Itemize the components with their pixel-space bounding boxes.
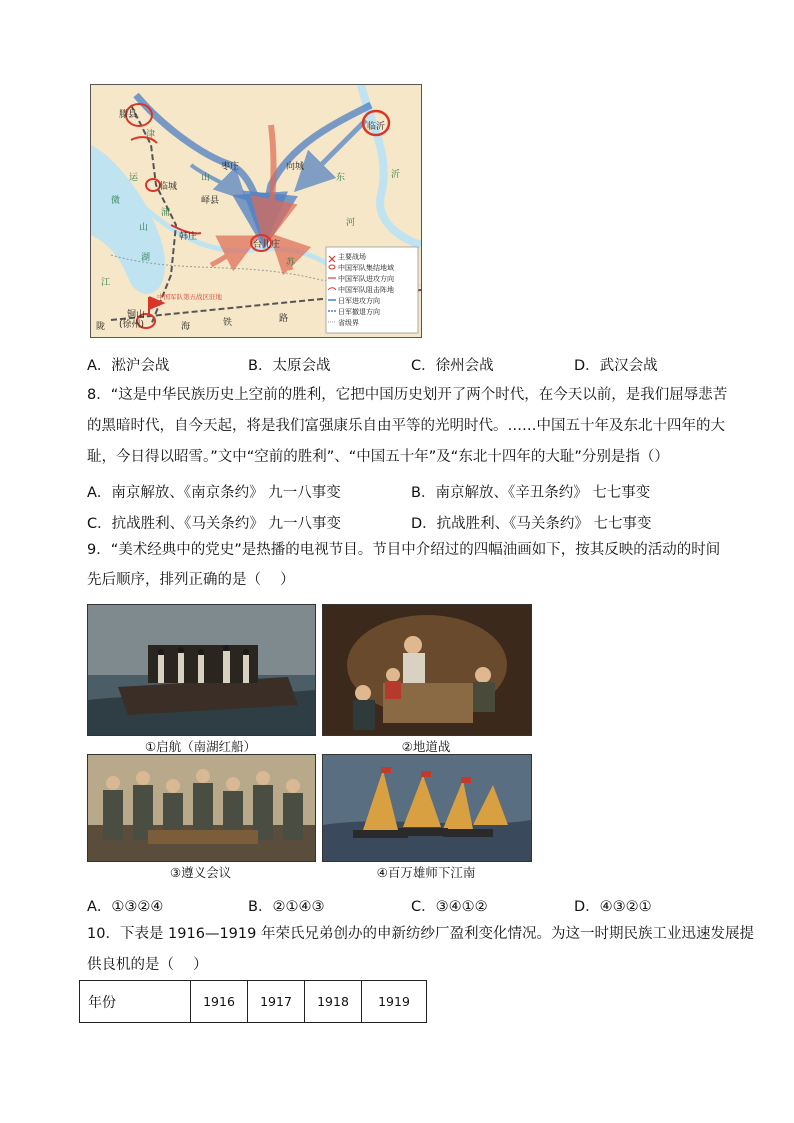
- battle-map-svg: [91, 85, 421, 337]
- label-12: 陇: [96, 322, 106, 332]
- q7-option-b[interactable]: B．太原会战: [248, 358, 331, 374]
- legend-item-0: 主要战场: [338, 253, 366, 261]
- place-xuzhou: (徐州): [119, 320, 145, 330]
- place-zaozhuang: 枣庄: [221, 162, 240, 172]
- q7-option-c[interactable]: C．徐州会战: [411, 358, 494, 374]
- label-8: 山: [139, 223, 149, 233]
- q9-option-d[interactable]: D．④③②①: [574, 899, 652, 915]
- table-cell-year: 1917: [248, 981, 305, 1023]
- q7-option-d[interactable]: D．武汉会战: [574, 358, 658, 374]
- label-7: 微: [111, 196, 121, 206]
- q9-option-c[interactable]: C．③④①②: [411, 899, 488, 915]
- ring-lincheng: [146, 179, 160, 191]
- jp-arrow-3: [301, 120, 366, 185]
- painting-1-caption: ①启航（南湖红船）: [144, 739, 257, 754]
- painting-4-image: [322, 754, 532, 862]
- label-15: 路: [279, 314, 289, 324]
- place-taierzhuang: 台儿庄: [253, 240, 281, 250]
- label-11: 苏: [286, 258, 296, 268]
- painting-1-image: [87, 604, 316, 736]
- legend-item-5: 日军撤退方向: [338, 308, 380, 316]
- place-tengxian: 滕县: [119, 110, 138, 120]
- q9-option-b[interactable]: B．②①④③: [248, 899, 325, 915]
- battle-map: [90, 84, 422, 338]
- legend-item-3: 中国军队阻击阵地: [338, 286, 394, 294]
- label-10: 江: [101, 278, 111, 288]
- label-0: 津: [146, 130, 156, 140]
- label-3: 东: [336, 173, 346, 183]
- label-5: 河: [346, 218, 356, 228]
- q8-option-c[interactable]: C．抗战胜利、《马关条约》 九一八事变: [87, 516, 341, 532]
- q8-line-3: 耻，今日得以昭雪。”文中“空前的胜利”、“中国五十年”及“东北十四年的大耻”分别是指（）: [87, 449, 669, 465]
- painting-3-image: [87, 754, 316, 862]
- q10-table: [79, 980, 427, 1023]
- label-2: 山: [201, 173, 211, 183]
- label-9: 湖: [141, 253, 151, 263]
- map-legend: [326, 247, 418, 333]
- legend-item-6: 省级界: [338, 319, 359, 327]
- place-tongshan: 铜山: [127, 310, 146, 320]
- q8-option-b[interactable]: B．南京解放、《辛丑条约》 七七事变: [411, 485, 651, 501]
- painting-4-caption: ④百万雄师下江南: [376, 865, 476, 880]
- place-yixian: 峄县: [201, 196, 220, 206]
- table-cell-year: 1916: [191, 981, 248, 1023]
- q9-option-a[interactable]: A．①③②④: [87, 899, 164, 915]
- place-xiangcheng: 向城: [286, 162, 305, 172]
- label-4: 沂: [391, 170, 401, 180]
- q7-option-a[interactable]: A．淞沪会战: [87, 358, 170, 374]
- label-1: 浦: [161, 208, 171, 218]
- place-hanzhuang: 韩庄: [179, 232, 198, 242]
- table-header-year: 年份: [80, 981, 191, 1023]
- q8-line-2: 的黑暗时代，自今天起，将是我们富强康乐自由平等的光明时代。……中国五十年及东北十四年的大: [87, 418, 725, 434]
- table-row: [80, 981, 427, 1023]
- table-cell-year: 1918: [305, 981, 362, 1023]
- hq-label: 中国军队第五战区驻地: [157, 293, 222, 301]
- place-linyi: 临沂: [367, 122, 386, 132]
- painting-2-caption: ②地道战: [401, 739, 451, 754]
- q8-option-d[interactable]: D．抗战胜利、《马关条约》 七七事变: [411, 516, 652, 532]
- label-14: 铁: [223, 318, 233, 328]
- table-cell-year: 1919: [362, 981, 427, 1023]
- label-6: 运: [129, 173, 139, 183]
- q8-line-1: 8．“这是中华民族历史上空前的胜利，它把中国历史划开了两个时代，在今天以前，是我们屈辱悲苦: [87, 387, 728, 403]
- q9-line-2: 先后顺序，排列正确的是（ ）: [87, 572, 295, 588]
- q8-option-a[interactable]: A．南京解放、《南京条约》 九一八事变: [87, 485, 341, 501]
- legend-item-2: 中国军队进攻方向: [338, 275, 394, 283]
- legend-item-4: 日军进攻方向: [338, 297, 380, 305]
- painting-2-image: [322, 604, 532, 736]
- painting-3-caption: ③遵义会议: [169, 865, 232, 880]
- label-13: 海: [181, 322, 191, 332]
- q10-line-1: 10．下表是 1916—1919 年荣氏兄弟创办的申新纺纱厂盈利变化情况。为这一时期民族工业迅速发展提: [87, 926, 754, 942]
- q10-line-2: 供良机的是（ ）: [87, 957, 208, 973]
- legend-item-1: 中国军队集结地域: [338, 264, 394, 272]
- place-lincheng: 临城: [159, 182, 178, 192]
- q9-line-1: 9．“美术经典中的党史”是热播的电视节目。节目中介绍过的四幅油画如下，按其反映的活动的时间: [87, 542, 721, 558]
